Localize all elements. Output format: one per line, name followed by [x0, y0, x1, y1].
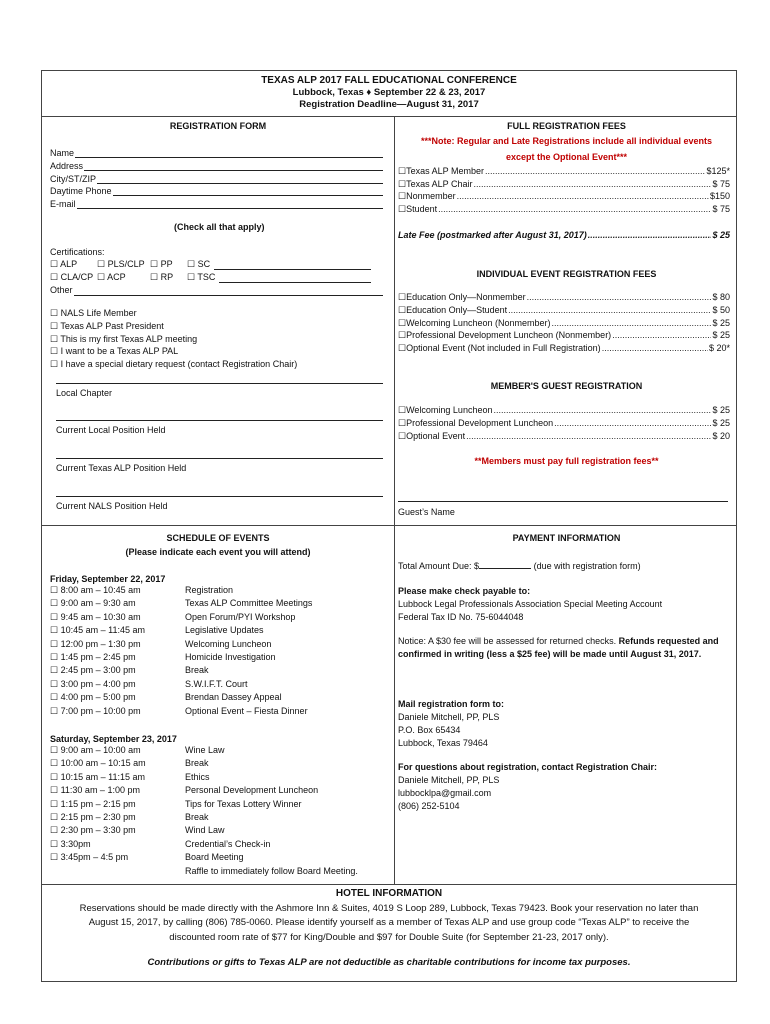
guest-registration-title: MEMBER'S GUEST REGISTRATION	[490, 381, 643, 391]
saturday-time-checkbox[interactable]: ☐ 2:30 pm – 3:30 pm	[50, 825, 136, 836]
position-input-2[interactable]	[56, 458, 383, 459]
individual-fee-label: Professional Development Luncheon (Nonmember)	[406, 330, 612, 341]
option-label: This is my first Texas ALP meeting	[60, 333, 198, 344]
friday-time: 9:45 am – 10:30 am	[60, 611, 141, 622]
mail-address-line: Lubbock, Texas 79464	[398, 737, 488, 748]
cert-pp[interactable]: ☐ PP	[150, 259, 173, 269]
position-input-0[interactable]	[56, 383, 383, 384]
individual-fee-label: Education Only—Student	[406, 304, 508, 315]
hotel-information	[46, 887, 732, 945]
option-label: I have a special dietary request (contact Registration Chair)	[60, 359, 298, 370]
friday-time-checkbox[interactable]: ☐ 2:45 pm – 3:00 pm	[50, 665, 136, 676]
payment-title: PAYMENT INFORMATION	[512, 533, 621, 543]
guest-note: **Members must pay full registration fees**	[474, 456, 659, 466]
cert-sc[interactable]: ☐ SC	[187, 259, 211, 269]
friday-time-checkbox[interactable]: ☐ 7:00 pm – 10:00 pm	[50, 705, 141, 716]
contributions-note: Contributions or gifts to Texas ALP are not deductible as charitable contributions for income tax purposes.	[147, 957, 631, 968]
bottom-divider	[42, 884, 736, 885]
guest-fee-amount: $ 25	[712, 405, 730, 415]
field-input[interactable]	[97, 183, 383, 184]
friday-event: Legislative Updates	[185, 625, 264, 636]
hotel-line-1: Reservations should be made directly with the Ashmore Inn & Suites, 4019 S Loop 289, Lubbock, Texas 79423. Book your reservation no later than	[79, 902, 699, 914]
saturday-time-checkbox[interactable]: ☐ 11:30 am – 1:00 pm	[50, 785, 140, 796]
full-fee-label: Texas ALP Chair	[406, 178, 473, 189]
saturday-time-checkbox[interactable]: ☐ 2:15 pm – 2:30 pm	[50, 812, 136, 822]
guest-fee-label: Welcoming Luncheon	[406, 405, 493, 415]
individual-fee-amount: $ 20*	[708, 343, 730, 354]
field-input[interactable]	[84, 170, 383, 171]
individual-fee-row[interactable]: ☐ Professional Development Luncheon (Nonmember) ..... $ 25	[398, 329, 730, 341]
full-fee-amount: $125*	[706, 166, 730, 176]
cert-cla-cp[interactable]: ☐ CLA/CP	[50, 272, 94, 282]
conference-title: TEXAS ALP 2017 FALL EDUCATIONAL CONFERENCE	[261, 75, 517, 86]
cert-tsc-line[interactable]	[219, 282, 371, 283]
mail-title: Mail registration form to:	[398, 699, 505, 709]
saturday-time-checkbox[interactable]: ☐ 10:00 am – 10:15 am	[50, 758, 146, 769]
individual-fee-row[interactable]: ☐ Optional Event (Not included in Full Registration) ..... $ 20*	[398, 342, 730, 354]
friday-time-checkbox[interactable]: ☐ 8:00 am – 10:45 am	[50, 585, 141, 595]
saturday-time: 3:45pm – 4:5 pm	[60, 852, 129, 863]
full-fee-amount: $ 75	[712, 178, 730, 189]
full-fee-row[interactable]: ☐ Texas ALP Chair ..... $ 75	[398, 178, 730, 190]
notice-bold-2: confirmed in writing (less a $25 fee) will be made until August 31, 2017	[398, 649, 699, 659]
option-checkbox-1[interactable]: ☐ Texas ALP Past President	[50, 320, 164, 331]
friday-time: 12:00 pm – 1:30 pm	[60, 638, 141, 649]
saturday-time: 10:15 am – 11:15 am	[60, 771, 145, 782]
cert-alp[interactable]: ☐ ALP	[50, 259, 78, 269]
field-label: Name	[50, 148, 75, 158]
column-divider	[394, 116, 395, 884]
mail-address-line: Daniele Mitchell, PP, PLS	[398, 712, 500, 722]
schedule-title: SCHEDULE OF EVENTS	[166, 533, 270, 543]
header-divider	[42, 116, 736, 117]
saturday-time: 10:00 am – 10:15 am	[60, 758, 146, 769]
mail-address-line: P.O. Box 65434	[398, 724, 461, 735]
individual-fee-label: Optional Event (Not included in Full Registration)	[406, 343, 601, 354]
friday-event: Texas ALP Committee Meetings	[185, 598, 313, 609]
cert-pp-label: PP	[160, 259, 173, 269]
field-label: Daytime Phone	[50, 186, 112, 197]
position-label-3: Current NALS Position Held	[56, 501, 168, 511]
friday-time-checkbox[interactable]: ☐ 1:45 pm – 2:45 pm	[50, 652, 136, 662]
notice-line-1	[398, 635, 719, 647]
saturday-time-checkbox[interactable]: ☐ 10:15 am – 11:15 am	[50, 771, 145, 782]
friday-event: Welcoming Luncheon	[185, 638, 272, 649]
friday-time-checkbox[interactable]: ☐ 9:45 am – 10:30 am	[50, 611, 141, 622]
registration-deadline: Registration Deadline—August 31, 2017	[299, 99, 479, 110]
option-label: I want to be a Texas ALP PAL	[60, 346, 179, 357]
cert-other-line[interactable]	[74, 295, 383, 296]
questions-title: For questions about registration, contact Registration Chair:	[398, 762, 658, 772]
individual-fee-row[interactable]: ☐ Education Only—Student ..... $ 50	[398, 304, 730, 316]
registration-document	[41, 70, 737, 982]
full-fee-label: Nonmember	[406, 191, 456, 202]
individual-fees-title: INDIVIDUAL EVENT REGISTRATION FEES	[476, 269, 657, 279]
cert-acp-label: ACP	[107, 272, 126, 282]
saturday-time: 3:30pm	[60, 838, 91, 849]
cert-pls-clp-label: PLS/CLP	[107, 259, 145, 269]
field-input[interactable]	[77, 208, 383, 209]
individual-fee-amount: $ 50	[712, 304, 730, 315]
position-label-1: Current Local Position Held	[56, 425, 166, 435]
saturday-time: 2:30 pm – 3:30 pm	[60, 825, 136, 836]
late-fee-row	[398, 229, 730, 241]
payee: Lubbock Legal Professionals Association Special Meeting Account	[398, 599, 663, 609]
field-label: City/ST/ZIP	[50, 173, 97, 184]
saturday-time-checkbox[interactable]: ☐ 3:30pm	[50, 838, 91, 849]
friday-time: 4:00 pm – 5:00 pm	[60, 692, 136, 703]
individual-fee-amount: $ 25	[712, 330, 730, 341]
friday-event: S.W.I.F.T. Court	[185, 678, 248, 689]
friday-label: Friday, September 22, 2017	[50, 574, 166, 584]
field-input[interactable]	[75, 157, 383, 158]
cert-acp[interactable]: ☐ ACP	[97, 272, 126, 282]
raffle-note: Raffle to immediately follow Board Meeting.	[185, 866, 358, 876]
saturday-time-checkbox[interactable]: ☐ 9:00 am – 10:00 am	[50, 745, 141, 755]
individual-fee-amount: $ 80	[712, 292, 730, 302]
registration-form-title: REGISTRATION FORM	[169, 121, 267, 131]
full-fee-label: Texas ALP Member	[406, 166, 484, 176]
guest-name-label: Guest’s Name	[398, 507, 455, 517]
cert-sc-label: SC	[197, 259, 211, 269]
saturday-event: Board Meeting	[185, 852, 244, 863]
middle-divider	[42, 525, 736, 526]
friday-time: 3:00 pm – 4:00 pm	[60, 678, 136, 689]
notice-line-2: confirmed in writing (less a $25 fee) will be made until August 31, 2017.	[398, 649, 702, 659]
saturday-event: Break	[185, 812, 209, 822]
saturday-event: Personal Development Luncheon	[185, 785, 319, 796]
cert-rp[interactable]: ☐ RP	[150, 272, 174, 282]
saturday-time-checkbox[interactable]: ☐ 1:15 pm – 2:15 pm	[50, 798, 136, 809]
document-header	[42, 75, 736, 111]
friday-time-checkbox[interactable]: ☐ 12:00 pm – 1:30 pm	[50, 638, 141, 649]
certifications-label: Certifications:	[50, 247, 105, 257]
full-fee-row[interactable]: ☐ Nonmember ..... $150	[398, 190, 730, 202]
friday-time: 7:00 pm – 10:00 pm	[60, 705, 141, 716]
guest-fee-row[interactable]: ☐ Optional Event ..... $ 20	[398, 430, 730, 442]
saturday-time-checkbox[interactable]: ☐ 3:45pm – 4:5 pm	[50, 852, 129, 863]
schedule-subtitle: (Please indicate each event you will attend)	[125, 547, 311, 557]
full-fee-label: Student	[406, 204, 438, 215]
position-label-2: Current Texas ALP Position Held	[56, 463, 187, 473]
individual-fee-row[interactable]: ☐ Education Only—Nonmember ..... $ 80	[398, 291, 730, 303]
cert-rp-label: RP	[160, 272, 174, 282]
cert-cla-cp-label: CLA/CP	[60, 272, 94, 282]
full-fees-note-2: except the Optional Event***	[505, 152, 628, 162]
saturday-time: 9:00 am – 10:00 am	[60, 745, 141, 755]
full-fee-row[interactable]: ☐ Texas ALP Member ..... $125*	[398, 165, 730, 177]
individual-fee-label: Education Only—Nonmember	[406, 292, 526, 302]
position-label-0: Local Chapter	[56, 388, 113, 398]
contact-line: lubbocklpa@gmail.com	[398, 787, 492, 798]
option-checkbox-3[interactable]: ☐ I want to be a Texas ALP PAL	[50, 346, 179, 357]
field-label: Address	[50, 160, 84, 171]
cert-other-label: Other	[50, 285, 73, 295]
saturday-event: Wine Law	[185, 745, 225, 755]
cert-tsc[interactable]: ☐ TSC	[187, 272, 216, 282]
friday-time: 10:45 am – 11:45 am	[60, 625, 145, 636]
saturday-event: Ethics	[185, 771, 210, 782]
total-due-row	[398, 559, 641, 572]
option-label: Texas ALP Past President	[60, 320, 164, 331]
friday-event: Homicide Investigation	[185, 652, 276, 662]
friday-time-checkbox[interactable]: ☐ 10:45 am – 11:45 am	[50, 625, 145, 636]
friday-time: 9:00 am – 9:30 am	[60, 598, 136, 609]
field-label: E-mail	[50, 199, 76, 210]
friday-time-checkbox[interactable]: ☐ 4:00 pm – 5:00 pm	[50, 692, 136, 703]
full-fee-row[interactable]: ☐ Student ..... $ 75	[398, 203, 730, 215]
saturday-label: Saturday, September 23, 2017	[50, 734, 177, 744]
total-due-label: Total Amount Due: $	[398, 561, 480, 571]
friday-time-checkbox[interactable]: ☐ 9:00 am – 9:30 am	[50, 598, 136, 609]
full-fees-title: FULL REGISTRATION FEES	[507, 121, 626, 131]
cert-pls-clp[interactable]: ☐ PLS/CLP	[97, 259, 145, 269]
late-fee-label: Late Fee (postmarked after August 31, 2017)	[398, 230, 587, 240]
friday-event: Optional Event – Fiesta Dinner	[185, 705, 308, 716]
tax-id: Federal Tax ID No. 75-6044048	[398, 612, 524, 622]
guest-fee-amount: $ 20	[712, 430, 730, 441]
friday-time-checkbox[interactable]: ☐ 3:00 pm – 4:00 pm	[50, 678, 136, 689]
saturday-time: 2:15 pm – 2:30 pm	[60, 812, 136, 822]
position-input-1[interactable]	[56, 420, 383, 421]
guest-fee-row[interactable]: ☐ Professional Development Luncheon ..... $ 25	[398, 417, 730, 429]
cert-alp-label: ALP	[60, 259, 78, 269]
option-label: NALS Life Member	[60, 308, 137, 318]
saturday-time: 1:15 pm – 2:15 pm	[60, 798, 136, 809]
conference-location: Lubbock, Texas ♦ September 22 & 23, 2017	[292, 87, 486, 98]
saturday-event: Tips for Texas Lottery Winner	[185, 798, 302, 809]
hotel-title: HOTEL INFORMATION	[335, 888, 443, 899]
guest-fee-label: Optional Event	[406, 430, 466, 441]
guest-fee-label: Professional Development Luncheon	[406, 417, 554, 428]
saturday-event: Break	[185, 758, 209, 769]
total-due-suffix: (due with registration form)	[533, 561, 641, 571]
friday-time: 1:45 pm – 2:45 pm	[60, 652, 136, 662]
full-fee-amount: $150	[709, 191, 730, 202]
friday-event: Registration	[185, 585, 234, 595]
option-checkbox-2[interactable]: ☐ This is my first Texas ALP meeting	[50, 333, 198, 344]
friday-time: 8:00 am – 10:45 am	[60, 585, 141, 595]
saturday-event: Credential’s Check-in	[185, 838, 271, 849]
friday-event: Brendan Dassey Appeal	[185, 692, 282, 703]
notice-plain: Notice: A $30 fee will be assessed for returned checks.	[398, 636, 617, 646]
total-due-input[interactable]	[479, 559, 531, 569]
late-fee-amount: $ 25	[712, 230, 730, 240]
saturday-event: Wind Law	[185, 825, 225, 836]
full-fee-amount: $ 75	[712, 204, 730, 215]
guest-fee-amount: $ 25	[712, 417, 730, 428]
friday-event: Break	[185, 665, 209, 676]
contact-line: (806) 252-5104	[398, 800, 460, 811]
option-checkbox-0[interactable]: ☐ NALS Life Member	[50, 308, 137, 318]
position-input-3[interactable]	[56, 496, 383, 497]
notice-bold-1: Refunds requested and	[618, 636, 719, 646]
cert-tsc-label: TSC	[197, 272, 216, 282]
contact-line: Daniele Mitchell, PP, PLS	[398, 775, 500, 785]
friday-time: 2:45 pm – 3:00 pm	[60, 665, 136, 676]
field-input[interactable]	[113, 195, 383, 196]
full-fees-note-1: ***Note: Regular and Late Registrations include all individual events	[420, 136, 713, 146]
cert-sc-line[interactable]	[214, 269, 371, 270]
guest-name-line[interactable]	[398, 501, 728, 502]
saturday-time: 11:30 am – 1:00 pm	[60, 785, 140, 796]
friday-event: Open Forum/PYI Workshop	[185, 611, 296, 622]
hotel-line-3: discounted room rate of $77 for King/Double and $97 for Double Suite (for September 21-23, 2017 only).	[169, 931, 609, 943]
hotel-line-2: August 15, 2017, by calling (806) 785-0060. Please identify yourself as a member of Texas ALP and use group code “Texas ALP” to receive the	[88, 917, 690, 928]
guest-fee-row[interactable]: ☐ Welcoming Luncheon ..... $ 25	[398, 404, 730, 416]
option-checkbox-4[interactable]: ☐ I have a special dietary request (contact Registration Chair)	[50, 359, 298, 370]
individual-fee-amount: $ 25	[712, 317, 730, 328]
individual-fee-row[interactable]: ☐ Welcoming Luncheon (Nonmember) ..... $ 25	[398, 317, 730, 329]
individual-fee-label: Welcoming Luncheon (Nonmember)	[406, 317, 551, 328]
check-payable-title: Please make check payable to:	[398, 586, 531, 596]
check-all-note: (Check all that apply)	[174, 222, 265, 232]
